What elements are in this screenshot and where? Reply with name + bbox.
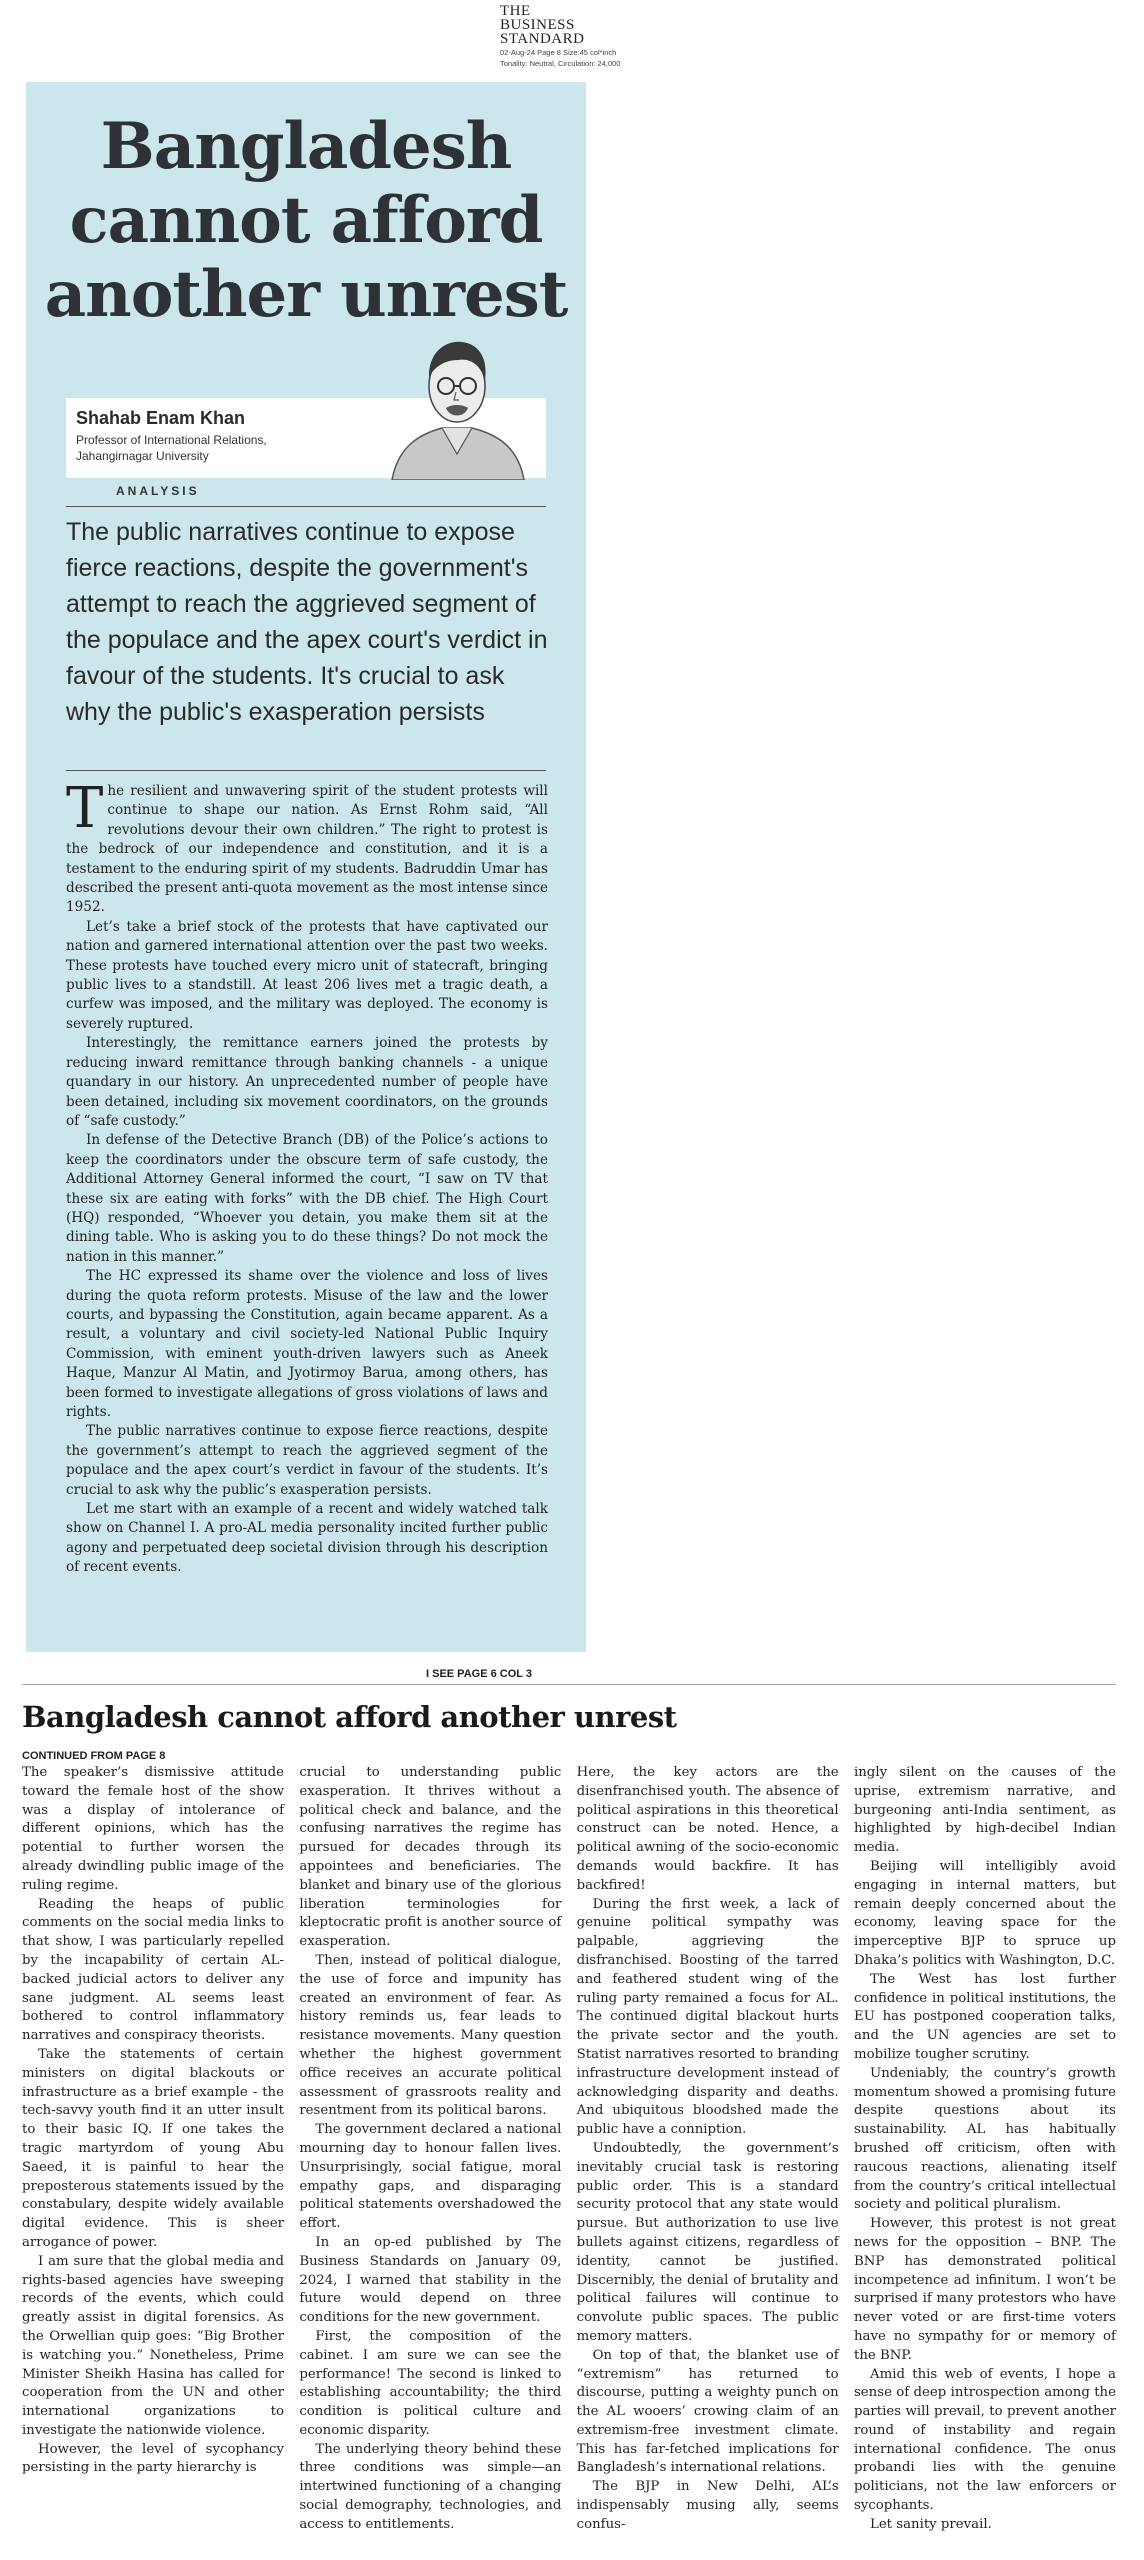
column-paragraph: Then, instead of political dialogue, the use of force and impunity has created an environment of fear. As history reminds us, fear leads to resistance movements. Many question whether the highest government office receives an accurate political assessment of grassroots reality and resentment from its political barons.: [299, 1952, 562, 2119]
body-paragraph: Let me start with an example of a recent and widely watched talk show on Channel I. A pro-AL media personality incited further public agony and perpetuated deep societal division through his description of recent events.: [66, 1501, 548, 1576]
headline-line-1: Bangladesh: [100, 109, 512, 184]
body-paragraph: Interestingly, the remittance earners joined the protests by reducing inward remittance through banking channels - a unique quandary in our history. An unprecedented number of people have been detained, including six movement coordinators, on the grounds of “safe custody.”: [66, 1035, 548, 1129]
section-label: ANALYSIS: [116, 484, 200, 498]
masthead-name: [500, 4, 640, 46]
column-paragraph: However, the level of sycophancy persisting in the party hierarchy is: [22, 2441, 284, 2476]
continuation-columns: [22, 1764, 1116, 2535]
body-paragraph: In defense of the Detective Branch (DB) of the Police’s actions to keep the coordinators under the obscure term of safe custody, the Additional Attorney General informed the court, “I saw on TV that these six are eating with forks” with the DB chief. The High Court (HQ) responded, “Whoever you detain, you make them sit at the dining table. Who is asking you to do these things? Do not mock the nation in this manner.”: [66, 1132, 548, 1265]
headline-line-2: cannot afford: [69, 183, 543, 258]
column-paragraph: The underlying theory behind these three conditions was simple—an intertwined functioning of a changing social demography, technologies, and access to entitlements.: [299, 2441, 562, 2532]
body-first-text: he resilient and unwavering spirit of the student protests will continue to shape our nation. As Ernst Rohm said, “All revolutions devour their own children.” The right to protest is the bedrock of our independence and constitution, and it is a testament to the enduring spirit of my students. Badruddin Umar has described the present anti-quota movement as the most intense since 1952.: [66, 783, 548, 916]
column-paragraph: The speaker’s dismissive attitude toward the female host of the show was a display of intolerance of different opinions, which has the potential to further worsen the already dwindling public image of the ruling regime.: [22, 1765, 284, 1893]
body-paragraph: [66, 776, 548, 918]
article-panel: [26, 82, 586, 1680]
column-paragraph: During the first week, a lack of genuine political sympathy was palpable, aggrieving the disfranchised. Boosting of the tarred and feathered student wing of the ruling party remained a focus for AL. The continued digital blackout hurts the private sector and the youth. Statist narratives resorted to branding infrastructure development instead of acknowledging disparity and deaths. And ubiquitous bloodshed made the public have a conniption.: [576, 1896, 839, 2138]
drop-cap: T: [66, 776, 104, 841]
continuation-headline: Bangladesh cannot afford another unrest: [22, 1700, 677, 1734]
column-paragraph: Amid this web of events, I hope a sense of deep introspection among the parties will prevail, to prevent another round of instability and regain international confidence. The onus probandi lies with the genuine politicians, not the law enforcers or sycophants.: [853, 2366, 1116, 2514]
author-portrait-illustration: [372, 334, 542, 480]
column-paragraph: Here, the key actors are the disenfranchised youth. The absence of political aspirations in this theoretical construct can be noted. Hence, a political awning of the socio-economic demands would backfire. It has backfired!: [576, 1765, 839, 1893]
masthead-line-2: BUSINESS: [500, 17, 575, 33]
column-paragraph: Take the statements of certain ministers on digital blackouts or infrastructure as a brief example - the tech-savvy youth find it an utter insult to their basic IQ. If one takes the tragic martyrdom of young Abu Saeed, it is painful to hear the preposterous statements issued by the constabulary, despite widely available digital evidence. This is sheer arrogance of power.: [22, 2046, 284, 2250]
column-paragraph: Beijing will intelligibly avoid engaging in internal matters, but remain deeply concerned about the economy, leaving space for the imperceptive BJP to spruce up Dhaka’s politics with Washington, D.C.: [853, 1858, 1116, 1968]
section-divider: [22, 1684, 1116, 1685]
column-1: [22, 1764, 284, 2535]
masthead-line-3: STANDARD: [500, 31, 585, 47]
masthead-line-1: THE: [500, 3, 531, 19]
standfirst: The public narratives continue to expose fierce reactions, despite the government's attempt to reach the aggrieved segment of the populace and the apex court's verdict in favour of the students. It's crucial to ask why the public's exasperation persists: [66, 518, 548, 726]
clipping-meta-2: Tonality: Neutral, Circulation: 24,000: [500, 59, 621, 68]
divider-rule: [66, 770, 546, 771]
column-paragraph: The government declared a national mourning day to honour fallen lives. Unsurprisingly, social fatigue, moral empathy gaps, and disparaging political statements overshadowed the effort.: [299, 2122, 562, 2232]
clipping-meta-1: 02-Aug-24 Page 8 Size:45 col*inch: [500, 48, 617, 57]
masthead: [500, 4, 640, 68]
column-paragraph: The BJP in New Delhi, AL’s indispensably musing ally, seems confus-: [576, 2479, 839, 2532]
column-paragraph: Undoubtedly, the government’s inevitably crucial task is restoring public order. This is a standard security protocol that any state would pursue. But authorization to use live bullets against citizens, regardless of identity, cannot be justified. Discernibly, the denial of brutality and political failures will continue to convolute public spaces. The public memory matters.: [576, 2140, 839, 2344]
column-paragraph: I am sure that the global media and rights-based agencies have sweeping records of the events, which could greatly assist in digital forensics. As the Orwellian quip goes: “Big Brother is watching you.” Nonetheless, Prime Minister Sheikh Hasina has called for cooperation from the UN and other international organizations to investigate the nationwide violence.: [22, 2253, 284, 2438]
divider-rule: [66, 506, 546, 507]
body-paragraph: Let’s take a brief stock of the protests that have captivated our nation and garnered international attention over the past two weeks. These protests have touched every micro unit of statecraft, bringing public lives to a standstill. At least 206 lives met a tragic death, a curfew was imposed, and the military was deployed. The economy is severely ruptured.: [66, 918, 548, 1032]
column-4: [854, 1764, 1116, 2535]
author-name: Shahab Enam Khan: [76, 408, 246, 428]
column-3: [577, 1764, 839, 2535]
column-paragraph: Reading the heaps of public comments on the social media links to that show, I was particularly repelled by the incapability of certain AL-backed judicial actors to deliver any sane judgment. AL seems least bothered to control inflammatory narratives and conspiracy theorists.: [22, 1896, 284, 2044]
column-paragraph: The West has lost further confidence in political institutions, the EU has postponed cooperation talks, and the UN agencies are set to mobilize tougher scrutiny.: [853, 1971, 1116, 2062]
column-paragraph: In an op-ed published by The Business Standards on January 09, 2024, I warned that stability in the future would depend on three conditions for the new government.: [299, 2234, 562, 2326]
see-page-jump: I SEE PAGE 6 COL 3: [426, 1668, 532, 1680]
headline-line-3: another unrest: [44, 257, 568, 332]
column-paragraph: Let sanity prevail.: [869, 2516, 992, 2532]
continued-label: CONTINUED FROM PAGE 8: [22, 1750, 166, 1762]
body-paragraph: The HC expressed its shame over the violence and loss of lives during the quota reform protests. Misuse of the law and the lower courts, and bypassing the Constitution, again became apparent. As a result, a voluntary and civil society-led National Public Inquiry Commission, with eminent youth-driven lawyers such as Aneek Haque, Manzur Al Matin, and Jyotirmoy Barua, among others, has been formed to investigate allegations of gross violations of laws and rights.: [66, 1268, 548, 1420]
column-paragraph: On top of that, the blanket use of “extremism” has returned to discourse, putting a weighty punch on the AL wooers’ crowing claim of an extremism-free investment climate. This has far-fetched implications for Bangladesh’s international relations.: [576, 2347, 839, 2476]
column-paragraph: ingly silent on the causes of the uprise, extremism narrative, and burgeoning anti-India sentiment, as highlighted by high-decibel Indian media.: [853, 1765, 1116, 1856]
column-2: [299, 1764, 561, 2535]
column-paragraph: However, this protest is not great news for the opposition – BNP. The BNP has demonstrated political incompetence ad infinitum. I won’t be surprised if many protestors who have never voted or are first-time voters have no sympathy for or memory of the BNP.: [853, 2216, 1116, 2363]
column-paragraph: First, the composition of the cabinet. I am sure we can see the performance! The second is linked to establishing accountability; the third condition is political culture and economic disparity.: [299, 2328, 562, 2438]
column-paragraph: crucial to understanding public exasperation. It thrives without a political check and balance, and the confusing narratives the regime has pursued for decades through its appointees and beneficiaries. The blanket and binary use of the glorious liberation terminologies for kleptocratic profit is another source of exasperation.: [299, 1765, 562, 1950]
article-headline: [26, 110, 586, 332]
article-body: [66, 776, 548, 1578]
column-paragraph: Undeniably, the country’s growth momentum showed a promising future despite questions about its sustainability. AL has habitually brushed off criticism, often with raucous reactions, alienating itself from the country’s critical intellectual society and political pluralism.: [853, 2065, 1116, 2213]
author-role: Professor of International Relations, Jahangirnagar University: [76, 433, 267, 463]
body-paragraph: The public narratives continue to expose fierce reactions, despite the government’s attempt to reach the aggrieved segment of the populace and the apex court’s verdict in favour of the students. It’s crucial to ask why the public’s exasperation persists.: [66, 1423, 548, 1498]
